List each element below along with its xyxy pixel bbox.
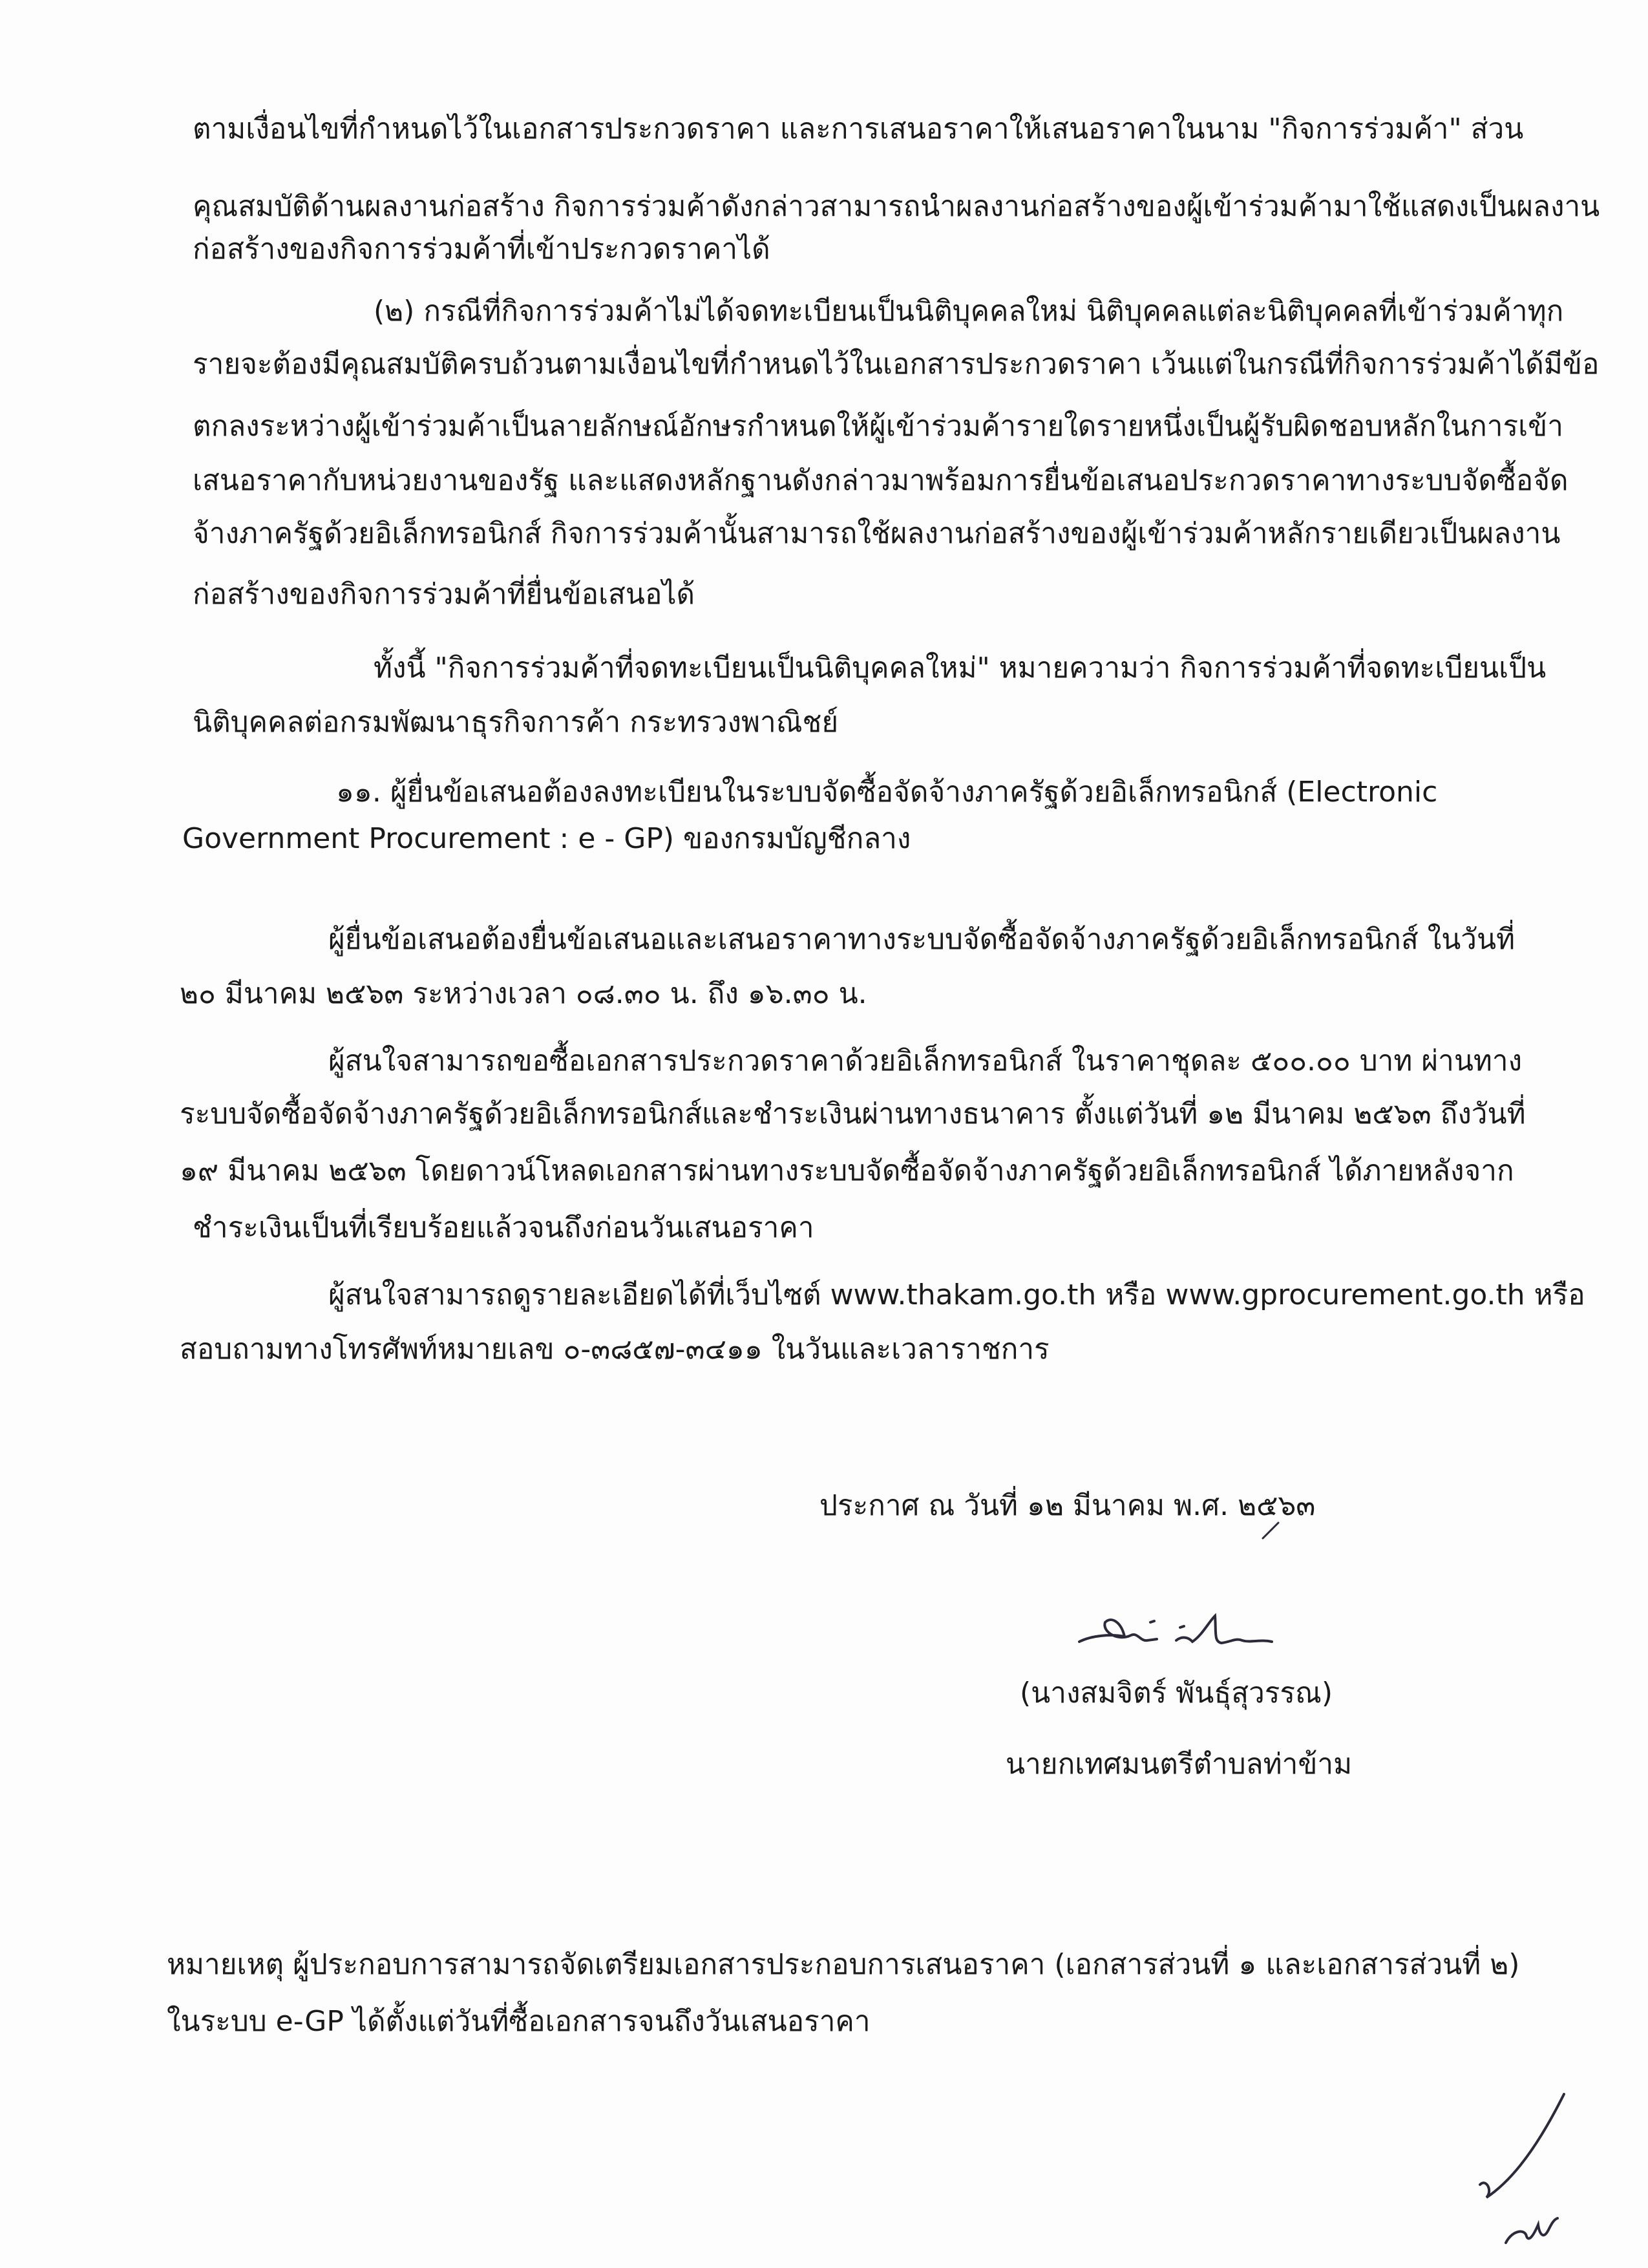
- remark-line-2: ในระบบ e-GP ได้ตั้งแต่วันที่ซื้อเอกสารจนถึงวันเสนอราคา: [167, 2005, 871, 2038]
- checkmark-icon: [1259, 1518, 1285, 1543]
- paragraph-1-line-1: ตามเงื่อนไขที่กำหนดไว้ในเอกสารประกวดราคา และการเสนอราคาให้เสนอราคาในนาม "กิจการร่วมค้า" ส่วน: [193, 112, 1524, 145]
- paragraph-4-line-2: Government Procurement : e - GP) ของกรมบัญชีกลาง: [182, 822, 911, 855]
- paragraph-6-line-2: ระบบจัดซื้อจัดจ้างภาครัฐด้วยอิเล็กทรอนิกส์และชำระเงินผ่านทางธนาคาร ตั้งแต่วันที่ ๑๒ มีนาคม ๒๕๖๓ ถึงวันที่: [180, 1097, 1526, 1130]
- paragraph-2-line-5: จ้างภาครัฐด้วยอิเล็กทรอนิกส์ กิจการร่วมค้านั้นสามารถใช้ผลงานก่อสร้างของผู้เข้าร่วมค้าหลักรายเดียวเป็นผลงาน: [193, 517, 1561, 550]
- paragraph-4-line-1: ๑๑. ผู้ยื่นข้อเสนอต้องลงทะเบียนในระบบจัดซื้อจัดจ้างภาครัฐด้วยอิเล็กทรอนิกส์ (Electronic: [336, 776, 1438, 809]
- paragraph-6-line-3: ๑๙ มีนาคม ๒๕๖๓ โดยดาวน์โหลดเอกสารผ่านทางระบบจัดซื้อจัดจ้างภาครัฐด้วยอิเล็กทรอนิกส์ ได้ภายหลังจาก: [180, 1154, 1514, 1187]
- paragraph-1-line-2: คุณสมบัติด้านผลงานก่อสร้าง กิจการร่วมค้าดังกล่าวสามารถนำผลงานก่อสร้างของผู้เข้าร่วมค้ามาใช้แสดงเป็นผลงาน: [193, 190, 1600, 223]
- paragraph-2-line-6: ก่อสร้างของกิจการร่วมค้าที่ยื่นข้อเสนอได้: [193, 578, 695, 611]
- paragraph-1-line-3: ก่อสร้างของกิจการร่วมค้าที่เข้าประกวดราคาได้: [193, 233, 770, 266]
- paragraph-3-line-2: นิติบุคคลต่อกรมพัฒนาธุรกิจการค้า กระทรวงพาณิชย์: [193, 706, 839, 739]
- signature-icon: [1066, 1596, 1305, 1668]
- paragraph-7-line-1: ผู้สนใจสามารถดูรายละเอียดได้ที่เว็บไซต์ www.thakam.go.th หรือ www.gprocurement.go.th หรือ: [328, 1278, 1585, 1311]
- paragraph-2-line-3: ตกลงระหว่างผู้เข้าร่วมค้าเป็นลายลักษณ์อักษรกำหนดให้ผู้เข้าร่วมค้ารายใดรายหนึ่งเป็นผู้รับผิดชอบหลักในการเข้า: [193, 410, 1563, 443]
- signatory-position: นายกเทศมนตรีตำบลท่าข้าม: [1006, 1748, 1353, 1781]
- paragraph-2-line-1: (๒) กรณีที่กิจการร่วมค้าไม่ได้จดทะเบียนเป็นนิติบุคคลใหม่ นิติบุคคลแต่ละนิติบุคคลที่เข้าร่วมค้าทุก: [374, 295, 1564, 328]
- announcement-date: ประกาศ ณ วันที่ ๑๒ มีนาคม พ.ศ. ๒๕๖๓: [819, 1489, 1316, 1522]
- signatory-name: (นางสมจิตร์ พันธุ์สุวรรณ): [1020, 1677, 1333, 1710]
- paragraph-3-line-1: ทั้งนี้ "กิจการร่วมค้าที่จดทะเบียนเป็นนิติบุคคลใหม่" หมายความว่า กิจการร่วมค้าที่จดทะเบียนเป็น: [374, 652, 1547, 684]
- paragraph-5-line-2: ๒๐ มีนาคม ๒๕๖๓ ระหว่างเวลา ๐๘.๓๐ น. ถึง ๑๖.๓๐ น.: [180, 977, 867, 1010]
- paragraph-7-line-2: สอบถามทางโทรศัพท์หมายเลข ๐-๓๘๕๗-๓๔๑๑ ในวันและเวลาราชการ: [180, 1333, 1050, 1366]
- paragraph-6-line-1: ผู้สนใจสามารถขอซื้อเอกสารประกวดราคาด้วยอิเล็กทรอนิกส์ ในราคาชุดละ ๕๐๐.๐๐ บาท ผ่านทาง: [328, 1044, 1523, 1077]
- remark-line-1: หมายเหตุ ผู้ประกอบการสามารถจัดเตรียมเอกสารประกอบการเสนอราคา (เอกสารส่วนที่ ๑ และเอกสารส่วนที่ ๒): [167, 1948, 1520, 1981]
- paragraph-2-line-4: เสนอราคากับหน่วยงานของรัฐ และแสดงหลักฐานดังกล่าวมาพร้อมการยื่นข้อเสนอประกวดราคาทางระบบจัดซื้อจัด: [193, 464, 1569, 497]
- paragraph-2-line-2: รายจะต้องมีคุณสมบัติครบถ้วนตามเงื่อนไขที่กำหนดไว้ในเอกสารประกวดราคา เว้นแต่ในกรณีที่กิจการร่วมค้าได้มีข้อ: [193, 348, 1600, 381]
- initial-mark-icon: [1467, 2081, 1583, 2249]
- paragraph-6-line-4: ชำระเงินเป็นที่เรียบร้อยแล้วจนถึงก่อนวันเสนอราคา: [193, 1211, 814, 1244]
- paragraph-5-line-1: ผู้ยื่นข้อเสนอต้องยื่นข้อเสนอและเสนอราคาทางระบบจัดซื้อจัดจ้างภาครัฐด้วยอิเล็กทรอนิกส์ ในวันที่: [328, 923, 1516, 956]
